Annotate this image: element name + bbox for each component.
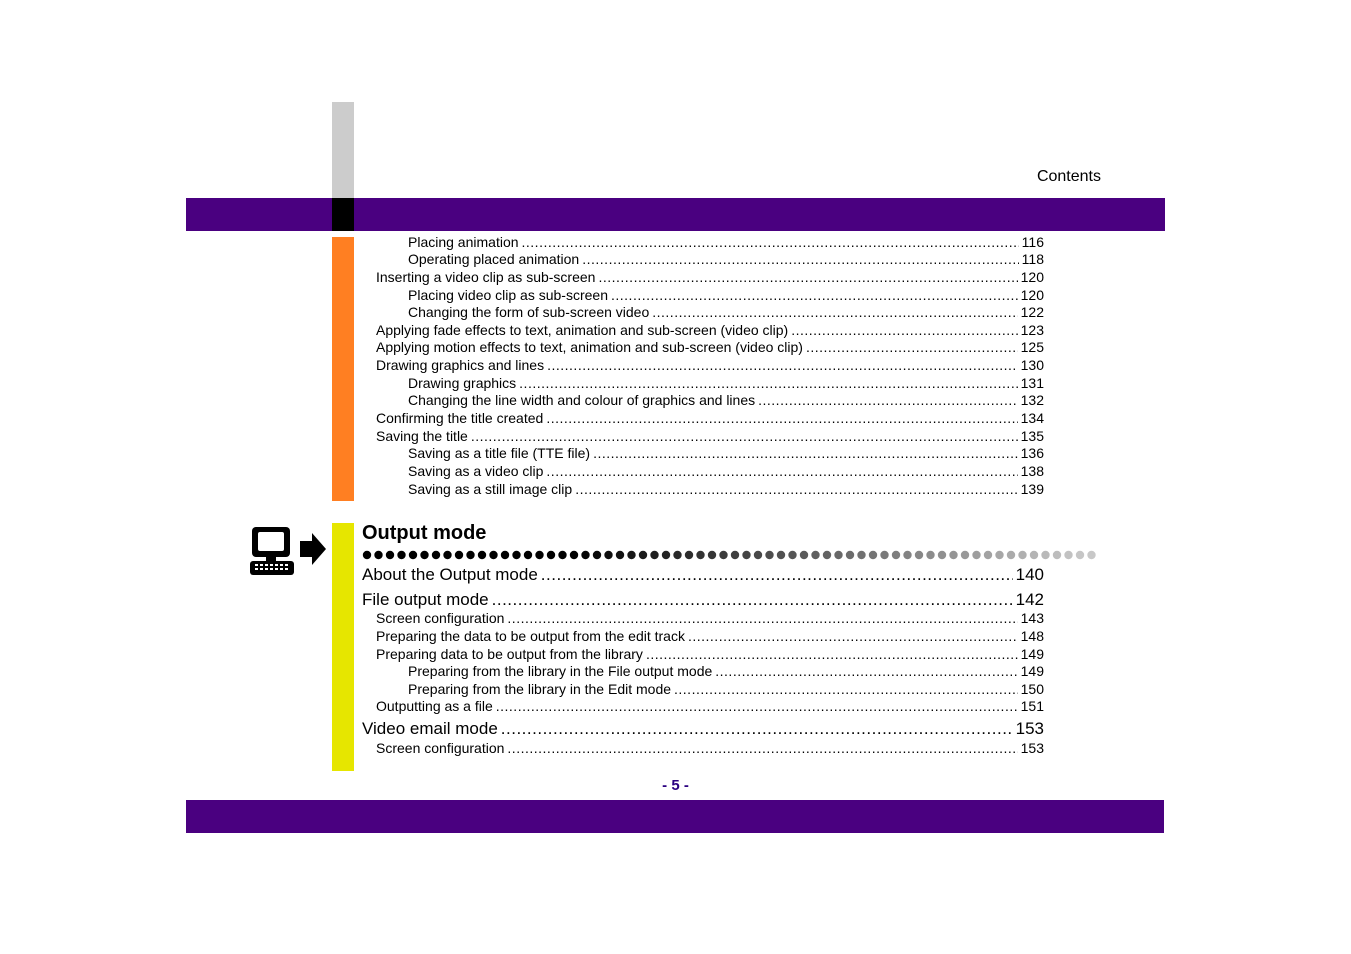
toc-entry[interactable] <box>376 646 1044 664</box>
toc-entry-title: Saving the title <box>376 428 468 444</box>
header-section-label: Contents <box>1036 168 1101 185</box>
toc-entry-title: Outputting as a file <box>376 698 493 714</box>
divider-dot <box>1018 551 1026 559</box>
divider-dot <box>846 551 854 559</box>
toc-entry-title: Saving as a video clip <box>408 463 544 479</box>
toc-entry-page: 125 <box>1020 339 1044 355</box>
divider-dot <box>386 551 394 559</box>
gray-tab <box>332 102 354 198</box>
divider-dot <box>593 551 601 559</box>
divider-dot <box>501 551 509 559</box>
divider-dot <box>903 551 911 559</box>
toc-entry-title: Operating placed animation <box>408 251 580 267</box>
toc-leader-dots <box>758 392 1018 408</box>
toc-entry-page: 150 <box>1020 681 1044 697</box>
toc-entry[interactable] <box>362 719 1044 741</box>
toc-leader-dots <box>496 698 1018 714</box>
toc-leader-dots <box>652 304 1017 320</box>
toc-entry-page: 149 <box>1020 663 1044 679</box>
toc-entry-title: About the Output mode <box>362 565 538 584</box>
divider-dot <box>777 551 785 559</box>
divider-dot <box>869 551 877 559</box>
divider-dot <box>788 551 796 559</box>
toc-leader-dots <box>501 719 1013 739</box>
divider-dot <box>880 551 888 559</box>
toc-entry-page: 136 <box>1020 445 1044 461</box>
toc-leader-dots <box>806 339 1018 355</box>
toc-entry[interactable] <box>408 481 1044 499</box>
toc-entry-page: 151 <box>1020 698 1044 714</box>
toc-entry-title: Preparing from the library in the File output mode <box>408 663 713 679</box>
toc-leader-dots <box>674 681 1018 697</box>
toc-leader-dots <box>546 410 1017 426</box>
divider-dot <box>685 551 693 559</box>
divider-dot <box>558 551 566 559</box>
toc-entry-title: Drawing graphics <box>408 375 517 391</box>
toc-entry-page: 116 <box>1021 234 1044 250</box>
divider-dot <box>616 551 624 559</box>
toc-leader-dots <box>611 287 1018 303</box>
toc-entry-title: Saving as a still image clip <box>408 481 573 497</box>
divider-dot <box>731 551 739 559</box>
toc-entry[interactable] <box>408 251 1044 269</box>
footer-band <box>186 800 1164 833</box>
toc-entry-title: Preparing data to be output from the library <box>376 646 643 662</box>
divider-dot <box>823 551 831 559</box>
toc-entry-page: 153 <box>1020 740 1044 756</box>
toc-entry[interactable] <box>376 269 1044 287</box>
chapter-color-bar-yellow <box>332 523 354 771</box>
divider-dot <box>765 551 773 559</box>
toc-entry-page: 135 <box>1020 428 1044 444</box>
divider-dot <box>581 551 589 559</box>
divider-dot <box>926 551 934 559</box>
divider-dot <box>627 551 635 559</box>
divider-dot <box>892 551 900 559</box>
divider-dot <box>1076 551 1084 559</box>
toc-entry-title: File output mode <box>362 590 489 609</box>
divider-dot <box>708 551 716 559</box>
toc-leader-dots <box>582 251 1018 267</box>
toc-entry[interactable] <box>376 740 1044 758</box>
divider-dot <box>961 551 969 559</box>
toc-entry[interactable] <box>408 234 1044 252</box>
divider-dot <box>570 551 578 559</box>
divider-dot <box>478 551 486 559</box>
section-dot-divider <box>362 548 1100 560</box>
divider-dot <box>972 551 980 559</box>
toc-entry-page: 139 <box>1020 481 1044 497</box>
toc-entry-title: Drawing graphics and lines <box>376 357 545 373</box>
toc-entry-title: Saving as a title file (TTE file) <box>408 445 591 461</box>
toc-entry-title: Video email mode <box>362 719 498 738</box>
toc-entry[interactable] <box>376 698 1044 716</box>
divider-dot <box>432 551 440 559</box>
toc-leader-dots <box>492 590 1013 610</box>
toc-entry-page: 140 <box>1015 565 1044 584</box>
toc-entry[interactable] <box>362 590 1044 612</box>
toc-leader-dots <box>715 663 1017 679</box>
toc-entry-title: Applying fade effects to text, animation and sub-screen (video clip) <box>376 322 789 338</box>
divider-dot <box>524 551 532 559</box>
divider-dot <box>662 551 670 559</box>
toc-entry-page: 123 <box>1020 322 1044 338</box>
toc-entry[interactable] <box>408 681 1044 699</box>
toc-leader-dots <box>547 357 1018 373</box>
divider-dot <box>604 551 612 559</box>
toc-entry-page: 148 <box>1020 628 1044 644</box>
divider-dot <box>1064 551 1072 559</box>
divider-dot <box>995 551 1003 559</box>
divider-dot <box>374 551 382 559</box>
divider-dot <box>639 551 647 559</box>
toc-leader-dots <box>688 628 1018 644</box>
divider-dot <box>409 551 417 559</box>
toc-entry[interactable] <box>376 339 1044 357</box>
toc-entry[interactable] <box>362 565 1044 587</box>
toc-leader-dots <box>507 740 1017 756</box>
toc-entry-title: Applying motion effects to text, animation and sub-screen (video clip) <box>376 339 803 355</box>
toc-entry[interactable] <box>376 628 1044 646</box>
divider-dot <box>834 551 842 559</box>
toc-entry-page: 134 <box>1020 410 1044 426</box>
chapter-color-bar-orange <box>332 237 354 501</box>
toc-entry[interactable] <box>408 463 1044 481</box>
toc-leader-dots <box>598 269 1017 285</box>
toc-entry[interactable] <box>376 428 1044 446</box>
toc-entry-page: 138 <box>1020 463 1044 479</box>
toc-entry-page: 118 <box>1021 251 1044 267</box>
toc-leader-dots <box>646 646 1018 662</box>
black-tab <box>332 198 354 231</box>
divider-dot <box>489 551 497 559</box>
toc-entry-page: 149 <box>1020 646 1044 662</box>
page-number: - 5 - <box>662 777 689 794</box>
divider-dot <box>949 551 957 559</box>
divider-dot <box>1087 551 1095 559</box>
divider-dot <box>673 551 681 559</box>
toc-entry-title: Confirming the title created <box>376 410 544 426</box>
divider-dot <box>363 551 371 559</box>
section-title-output-mode: Output mode <box>362 522 487 544</box>
divider-dot <box>420 551 428 559</box>
toc-entry[interactable] <box>376 322 1044 340</box>
divider-dot <box>1007 551 1015 559</box>
toc-entry-title: Changing the form of sub-screen video <box>408 304 650 320</box>
toc-leader-dots <box>575 481 1017 497</box>
toc-entry-page: 120 <box>1020 287 1044 303</box>
toc-entry[interactable] <box>408 445 1044 463</box>
divider-dot <box>742 551 750 559</box>
toc-entry-title: Screen configuration <box>376 740 505 756</box>
toc-entry[interactable] <box>408 375 1044 393</box>
divider-dot <box>754 551 762 559</box>
divider-dot <box>547 551 555 559</box>
divider-dot <box>650 551 658 559</box>
toc-leader-dots <box>791 322 1017 338</box>
divider-dot <box>915 551 923 559</box>
divider-dot <box>984 551 992 559</box>
toc-leader-dots <box>507 610 1017 626</box>
toc-entry[interactable] <box>408 304 1044 322</box>
divider-dot <box>811 551 819 559</box>
toc-entry[interactable] <box>376 410 1044 428</box>
toc-entry[interactable] <box>408 663 1044 681</box>
divider-dot <box>466 551 474 559</box>
toc-entry-page: 130 <box>1020 357 1044 373</box>
toc-entry-title: Preparing from the library in the Edit mode <box>408 681 672 697</box>
divider-dot <box>1030 551 1038 559</box>
toc-entry-title: Inserting a video clip as sub-screen <box>376 269 596 285</box>
toc-entry-page: 122 <box>1020 304 1044 320</box>
toc-entry-page: 132 <box>1020 392 1044 408</box>
toc-entry[interactable] <box>376 610 1044 628</box>
divider-dot <box>719 551 727 559</box>
toc-entry-page: 120 <box>1020 269 1044 285</box>
divider-dot <box>938 551 946 559</box>
divider-dot <box>696 551 704 559</box>
toc-entry-title: Preparing the data to be output from the edit track <box>376 628 685 644</box>
toc-entry-page: 142 <box>1015 590 1044 609</box>
computer-output-icon <box>248 525 330 577</box>
toc-entry-title: Placing video clip as sub-screen <box>408 287 608 303</box>
toc-entry-title: Changing the line width and colour of graphics and lines <box>408 392 756 408</box>
toc-entry[interactable] <box>408 287 1044 305</box>
toc-entry-page: 143 <box>1020 610 1044 626</box>
divider-dot <box>535 551 543 559</box>
divider-dot <box>455 551 463 559</box>
toc-leader-dots <box>471 428 1018 444</box>
toc-leader-dots <box>519 375 1017 391</box>
divider-dot <box>1041 551 1049 559</box>
toc-entry[interactable] <box>376 357 1044 375</box>
divider-dot <box>397 551 405 559</box>
toc-entry-page: 131 <box>1020 375 1044 391</box>
toc-entry[interactable] <box>408 392 1044 410</box>
divider-dot <box>443 551 451 559</box>
toc-leader-dots <box>522 234 1019 250</box>
divider-dot <box>857 551 865 559</box>
toc-leader-dots <box>546 463 1017 479</box>
divider-dot <box>512 551 520 559</box>
toc-entry-page: 153 <box>1015 719 1044 738</box>
toc-leader-dots <box>593 445 1018 461</box>
divider-dot <box>1053 551 1061 559</box>
toc-leader-dots <box>541 565 1013 585</box>
divider-dot <box>800 551 808 559</box>
toc-entry-title: Screen configuration <box>376 610 505 626</box>
toc-entry-title: Placing animation <box>408 234 519 250</box>
